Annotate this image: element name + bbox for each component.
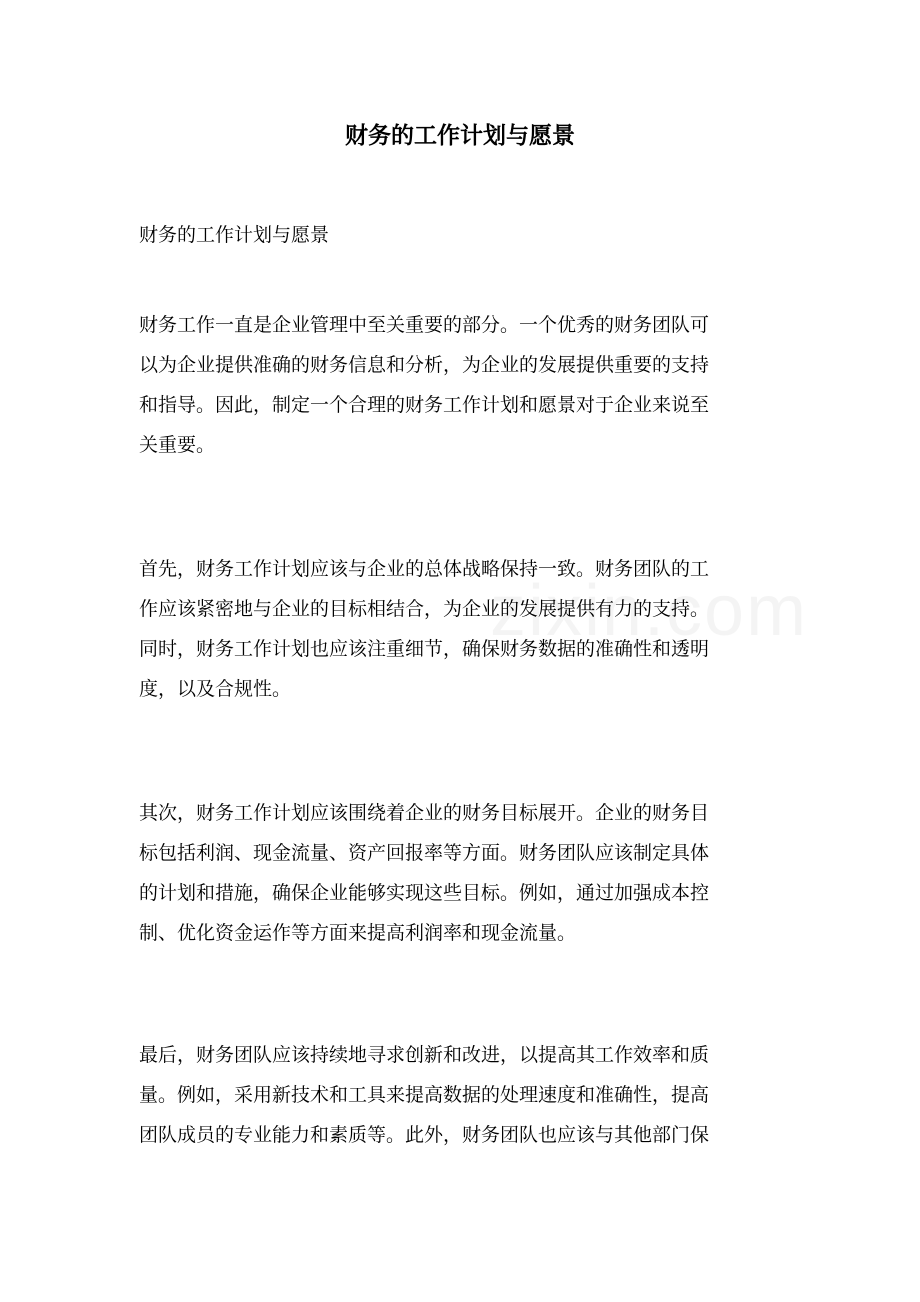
paragraph-line: 同时，财务工作计划也应该注重细节，确保财务数据的准确性和透明	[139, 638, 710, 660]
paragraph-line: 最后，财务团队应该持续地寻求创新和改进，以提高其工作效率和质	[139, 1044, 710, 1066]
paragraph-line: 其次，财务工作计划应该围绕着企业的财务目标展开。企业的财务目	[139, 802, 710, 824]
paragraph-line: 作应该紧密地与企业的目标相结合，为企业的发展提供有力的支持。	[139, 598, 710, 620]
paragraph-line: 的计划和措施，确保企业能够实现这些目标。例如，通过加强成本控	[139, 882, 710, 904]
paragraph-line: 制、优化资金运作等方面来提高利润率和现金流量。	[139, 922, 577, 944]
paragraph-line: 关重要。	[139, 434, 216, 456]
paragraph-intro	[139, 305, 789, 465]
paragraph-line: 量。例如，采用新技术和工具来提高数据的处理速度和准确性，提高	[139, 1084, 710, 1106]
paragraph-first	[139, 549, 789, 709]
paragraph-line: 团队成员的专业能力和素质等。此外，财务团队也应该与其他部门保	[139, 1124, 710, 1146]
paragraph-line: 以为企业提供准确的财务信息和分析，为企业的发展提供重要的支持	[139, 354, 710, 376]
paragraph-line: 首先，财务工作计划应该与企业的总体战略保持一致。财务团队的工	[139, 558, 710, 580]
paragraph-last	[139, 1035, 789, 1155]
paragraph-line: 财务工作一直是企业管理中至关重要的部分。一个优秀的财务团队可	[139, 314, 710, 336]
paragraph-line: 度，以及合规性。	[139, 678, 292, 700]
paragraph-second	[139, 793, 789, 953]
paragraph-line: 和指导。因此，制定一个合理的财务工作计划和愿景对于企业来说至	[139, 394, 710, 416]
paragraph-line: 标包括利润、现金流量、资产回报率等方面。财务团队应该制定具体	[139, 842, 710, 864]
document-subtitle: 财务的工作计划与愿景	[139, 224, 330, 246]
document-title: 财务的工作计划与愿景	[345, 122, 575, 149]
